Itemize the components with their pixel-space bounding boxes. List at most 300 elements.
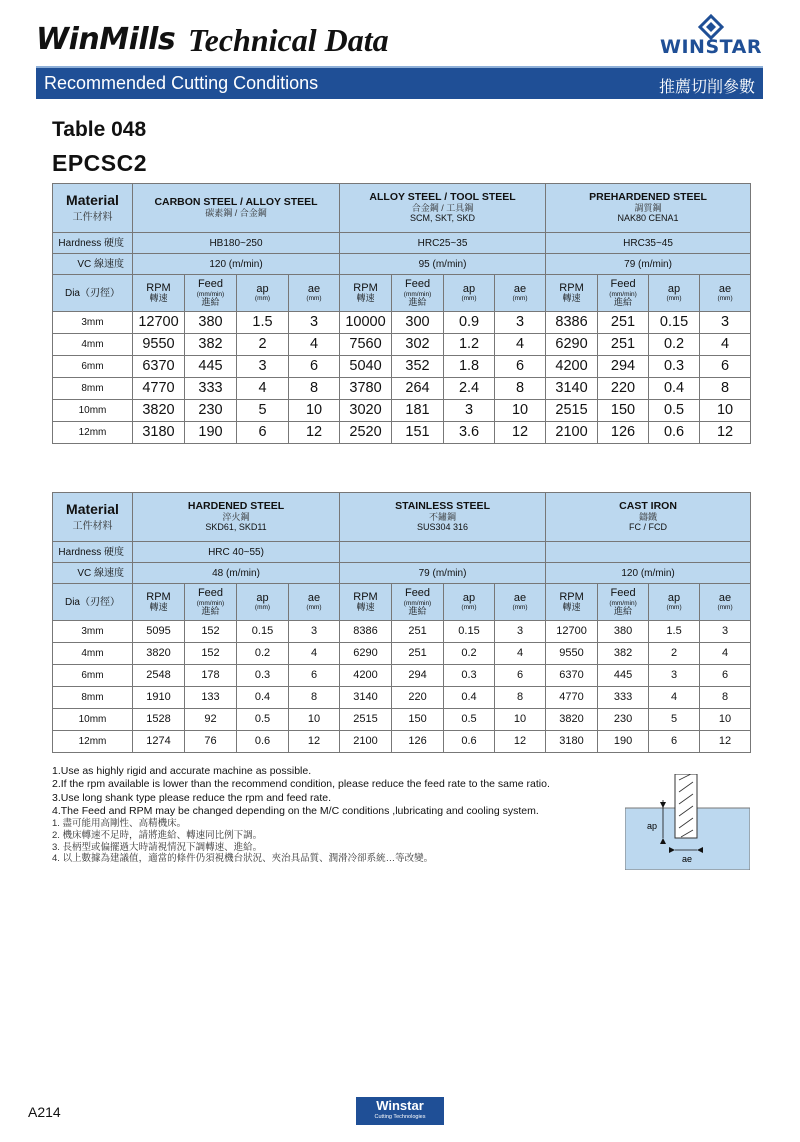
value-cell: 9550 (133, 334, 185, 356)
material-group-cell (340, 493, 546, 542)
value-cell: 3 (649, 665, 700, 687)
material-group-grades: SCM, SKT, SKD (410, 212, 476, 223)
value-cell: 4 (700, 643, 751, 665)
ae-label: ae (718, 592, 732, 605)
feed-label-zh: 進給 (408, 605, 427, 616)
column-header-row (53, 584, 751, 621)
value-cell: 2100 (546, 422, 598, 444)
feed-unit: (mm/min) (196, 599, 225, 607)
value-cell: 12 (495, 422, 546, 444)
value-cell: 2515 (546, 400, 598, 422)
feed-header (185, 584, 237, 621)
value-cell: 4 (495, 643, 546, 665)
value-cell: 251 (392, 643, 444, 665)
table-row (53, 665, 751, 687)
value-cell: 352 (392, 356, 444, 378)
value-cell: 3820 (133, 643, 185, 665)
value-cell: 0.2 (649, 334, 700, 356)
value-cell: 3 (495, 621, 546, 643)
value-cell: 8 (495, 687, 546, 709)
value-cell: 1274 (133, 731, 185, 753)
value-cell: 6 (649, 731, 700, 753)
ae-unit: (mm) (717, 604, 733, 612)
feed-unit: (mm/min) (609, 290, 637, 298)
dia-cell: 3mm (53, 312, 133, 334)
feed-unit: (mm/min) (196, 290, 225, 298)
table-row (53, 731, 751, 753)
feed-label-zh: 進給 (614, 605, 633, 616)
rpm-label-zh: 轉速 (562, 602, 581, 613)
value-cell: 151 (392, 422, 444, 444)
section-banner (36, 66, 763, 99)
value-cell: 6370 (546, 665, 598, 687)
rpm-header (133, 584, 185, 621)
note-line: 3. 長柄型或偏擺過大時請視情況下調轉速、進給。 (52, 841, 263, 853)
value-cell: 3820 (546, 709, 598, 731)
note-line: 2.If the rpm available is lower than the recommend condition, please reduce the feed rate to the same ratio. (52, 778, 550, 791)
material-group-zh: 淬火鋼 (222, 511, 250, 522)
material-header-cell (53, 184, 133, 233)
value-cell: 12 (495, 731, 546, 753)
feed-header (392, 584, 444, 621)
value-cell: 3 (700, 621, 751, 643)
value-cell: 6290 (340, 643, 392, 665)
value-cell: 4770 (546, 687, 598, 709)
value-cell: 8 (289, 687, 340, 709)
table-row (53, 709, 751, 731)
feed-label: Feed (404, 587, 431, 600)
value-cell: 2 (237, 334, 289, 356)
dia-cell: 4mm (53, 334, 133, 356)
value-cell: 0.6 (649, 422, 700, 444)
rpm-label-zh: 轉速 (149, 293, 168, 304)
ae-unit: (mm) (512, 295, 528, 303)
ap-label: ap (462, 283, 476, 296)
value-cell: 126 (392, 731, 444, 753)
rpm-label: RPM (146, 591, 171, 603)
value-cell: 126 (598, 422, 649, 444)
hardness-value: HRC25~35 (340, 233, 546, 254)
value-cell: 6 (237, 422, 289, 444)
logo-text: WINSTAR (660, 36, 762, 58)
value-cell: 3020 (340, 400, 392, 422)
value-cell: 2 (649, 643, 700, 665)
rpm-header (340, 275, 392, 312)
dia-cell: 8mm (53, 687, 133, 709)
material-header-cell (53, 493, 133, 542)
material-group-grades: SKD61, SKD11 (205, 521, 267, 532)
notes-chinese (52, 818, 433, 865)
value-cell: 3 (444, 400, 495, 422)
note-line: 4.The Feed and RPM may be changed depending on the M/C conditions ,lubricating and cooling system. (52, 804, 539, 817)
value-cell: 8 (700, 687, 751, 709)
value-cell: 333 (185, 378, 237, 400)
value-cell: 382 (598, 643, 649, 665)
ae-header (700, 584, 751, 621)
value-cell: 220 (392, 687, 444, 709)
ae-label: ae (307, 283, 321, 296)
vc-value: 48 (m/min) (133, 563, 340, 584)
rpm-label: RPM (353, 282, 378, 294)
dia-cell: 10mm (53, 400, 133, 422)
ap-header (649, 275, 700, 312)
table-row (53, 621, 751, 643)
material-label-zh: 工件材料 (72, 520, 113, 532)
feed-label-zh: 進給 (408, 296, 427, 307)
rpm-label-zh: 轉速 (356, 293, 375, 304)
vc-label: VC 線速度 (53, 254, 133, 275)
hardness-value: HRC35~45 (546, 233, 751, 254)
value-cell: 1.5 (649, 621, 700, 643)
note-line: 1. 盡可能用高剛性、高精機床。 (52, 818, 187, 829)
value-cell: 8386 (340, 621, 392, 643)
ae-unit: (mm) (306, 295, 322, 303)
rpm-label: RPM (559, 282, 584, 294)
value-cell: 8 (495, 378, 546, 400)
value-cell: 5 (237, 400, 289, 422)
value-cell: 294 (598, 356, 649, 378)
material-group-name: STAINLESS STEEL (395, 500, 490, 513)
value-cell: 4200 (546, 356, 598, 378)
ap-unit: (mm) (666, 295, 682, 303)
value-cell: 4 (495, 334, 546, 356)
table-row (53, 334, 751, 356)
hardness-value: HB180~250 (133, 233, 340, 254)
value-cell: 8 (700, 378, 751, 400)
value-cell: 5040 (340, 356, 392, 378)
feed-unit: (mm/min) (403, 599, 432, 607)
hardness-row (53, 542, 751, 563)
rpm-label-zh: 轉速 (356, 602, 375, 613)
ap-ae-diagram (625, 774, 750, 870)
material-group-zh: 調質鋼 (634, 202, 662, 213)
value-cell: 12700 (546, 621, 598, 643)
rpm-label: RPM (353, 591, 378, 603)
value-cell: 12 (289, 731, 340, 753)
value-cell: 12700 (133, 312, 185, 334)
ae-unit: (mm) (306, 604, 322, 612)
dia-cell: 4mm (53, 643, 133, 665)
value-cell: 178 (185, 665, 237, 687)
footer-logo (356, 1097, 444, 1125)
value-cell: 6290 (546, 334, 598, 356)
value-cell: 0.5 (444, 709, 495, 731)
ap-header (649, 584, 700, 621)
value-cell: 10000 (340, 312, 392, 334)
value-cell: 4 (237, 378, 289, 400)
material-group-cell (133, 184, 340, 233)
feed-header (392, 275, 444, 312)
rpm-header (340, 584, 392, 621)
group-header-row (53, 184, 751, 233)
value-cell: 0.6 (237, 731, 289, 753)
rpm-label-zh: 轉速 (149, 602, 168, 613)
value-cell: 6 (289, 665, 340, 687)
ap-label: ap (667, 283, 681, 296)
value-cell: 1910 (133, 687, 185, 709)
rpm-label-zh: 轉速 (562, 293, 581, 304)
value-cell: 0.2 (237, 643, 289, 665)
ae-header (495, 584, 546, 621)
material-group-name: CAST IRON (619, 500, 677, 513)
page-number: A214 (28, 1104, 61, 1120)
value-cell: 8 (289, 378, 340, 400)
value-cell: 152 (185, 621, 237, 643)
feed-label: Feed (404, 278, 431, 291)
feed-unit: (mm/min) (609, 599, 637, 607)
ap-header (237, 275, 289, 312)
value-cell: 4 (649, 687, 700, 709)
value-cell: 3.6 (444, 422, 495, 444)
ae-header (495, 275, 546, 312)
value-cell: 333 (598, 687, 649, 709)
value-cell: 4200 (340, 665, 392, 687)
cutting-table-1 (52, 183, 751, 444)
value-cell: 12 (700, 731, 751, 753)
value-cell: 380 (598, 621, 649, 643)
value-cell: 10 (495, 400, 546, 422)
dia-cell: 3mm (53, 621, 133, 643)
endmill-shape (675, 774, 697, 838)
table-row (53, 687, 751, 709)
value-cell: 92 (185, 709, 237, 731)
value-cell: 3140 (546, 378, 598, 400)
value-cell: 76 (185, 731, 237, 753)
value-cell: 6 (700, 356, 751, 378)
value-cell: 0.4 (237, 687, 289, 709)
value-cell: 3 (289, 312, 340, 334)
ae-label: ae (513, 283, 527, 296)
hardness-row (53, 233, 751, 254)
table-row (53, 643, 751, 665)
dia-cell: 12mm (53, 731, 133, 753)
value-cell: 190 (598, 731, 649, 753)
table-label: Table 048 (52, 118, 147, 141)
rpm-label: RPM (146, 282, 171, 294)
value-cell: 3820 (133, 400, 185, 422)
ap-label: ap (256, 592, 269, 605)
value-cell: 294 (392, 665, 444, 687)
material-group-zh: 不鏽鋼 (429, 511, 457, 522)
ae-label: ae (681, 854, 693, 864)
material-group-cell (546, 184, 751, 233)
value-cell: 6 (495, 665, 546, 687)
value-cell: 0.4 (649, 378, 700, 400)
note-line: 3.Use long shank type please reduce the rpm and feed rate. (52, 791, 332, 804)
material-group-zh: 合金鋼 / 工具鋼 (411, 202, 474, 213)
ap-header (444, 584, 495, 621)
value-cell: 0.4 (444, 687, 495, 709)
hardness-value: HRC 40~55) (133, 542, 340, 563)
value-cell: 264 (392, 378, 444, 400)
value-cell: 230 (598, 709, 649, 731)
feed-label-zh: 進給 (201, 296, 220, 307)
ap-unit: (mm) (666, 604, 682, 612)
value-cell: 300 (392, 312, 444, 334)
value-cell: 150 (392, 709, 444, 731)
feed-header (598, 275, 649, 312)
value-cell: 0.5 (649, 400, 700, 422)
value-cell: 3180 (546, 731, 598, 753)
footer-logo-text: Winstar (376, 1098, 424, 1113)
material-group-zh: 碳素鋼 / 合金鋼 (205, 207, 267, 218)
vc-value: 79 (m/min) (340, 563, 546, 584)
value-cell: 4 (289, 334, 340, 356)
material-group-cell (133, 493, 340, 542)
banner-title-zh: 推薦切削參數 (658, 79, 755, 96)
dia-cell: 6mm (53, 356, 133, 378)
value-cell: 3 (700, 312, 751, 334)
feed-header (598, 584, 649, 621)
winstar-logo (656, 14, 766, 60)
hardness-value (340, 542, 546, 563)
value-cell: 0.3 (237, 665, 289, 687)
value-cell: 8386 (546, 312, 598, 334)
value-cell: 10 (495, 709, 546, 731)
value-cell: 4770 (133, 378, 185, 400)
hardness-label: Hardness 硬度 (53, 233, 133, 254)
material-label-zh: 工件材料 (72, 211, 113, 223)
value-cell: 3780 (340, 378, 392, 400)
value-cell: 6370 (133, 356, 185, 378)
ap-label: ap (646, 821, 657, 831)
value-cell: 6 (495, 356, 546, 378)
rpm-header (546, 275, 598, 312)
value-cell: 2.4 (444, 378, 495, 400)
value-cell: 445 (598, 665, 649, 687)
ae-header (289, 584, 340, 621)
cutting-table-2 (52, 492, 751, 753)
feed-label: Feed (610, 278, 636, 291)
rpm-header (546, 584, 598, 621)
material-group-cell (546, 493, 751, 542)
value-cell: 5 (649, 709, 700, 731)
value-cell: 4 (289, 643, 340, 665)
note-line: 1.Use as highly rigid and accurate machine as possible. (52, 765, 312, 777)
value-cell: 2100 (340, 731, 392, 753)
vc-value: 120 (m/min) (133, 254, 340, 275)
vc-row (53, 563, 751, 584)
value-cell: 3140 (340, 687, 392, 709)
value-cell: 3 (495, 312, 546, 334)
feed-label-zh: 進給 (201, 605, 220, 616)
value-cell: 0.15 (444, 621, 495, 643)
feed-unit: (mm/min) (403, 290, 432, 298)
material-group-cell (340, 184, 546, 233)
value-cell: 1.5 (237, 312, 289, 334)
value-cell: 3 (289, 621, 340, 643)
value-cell: 6 (700, 665, 751, 687)
value-cell: 7560 (340, 334, 392, 356)
value-cell: 382 (185, 334, 237, 356)
model-name: EPCSC2 (52, 150, 148, 176)
value-cell: 251 (598, 312, 649, 334)
material-label: Material (66, 501, 119, 518)
value-cell: 10 (289, 709, 340, 731)
value-cell: 251 (598, 334, 649, 356)
table-row (53, 356, 751, 378)
ae-header (700, 275, 751, 312)
value-cell: 150 (598, 400, 649, 422)
value-cell: 4 (700, 334, 751, 356)
vc-row (53, 254, 751, 275)
value-cell: 230 (185, 400, 237, 422)
rpm-label: RPM (559, 591, 584, 603)
feed-label: Feed (197, 278, 224, 291)
value-cell: 181 (392, 400, 444, 422)
value-cell: 0.15 (649, 312, 700, 334)
ap-label: ap (256, 283, 269, 296)
value-cell: 220 (598, 378, 649, 400)
material-group-grades: FC / FCD (629, 521, 668, 532)
value-cell: 152 (185, 643, 237, 665)
value-cell: 0.5 (237, 709, 289, 731)
table-row (53, 312, 751, 334)
value-cell: 0.15 (237, 621, 289, 643)
notes-english (52, 765, 550, 818)
material-group-name: ALLOY STEEL / TOOL STEEL (369, 191, 516, 204)
ap-unit: (mm) (254, 295, 271, 303)
ae-header (289, 275, 340, 312)
ae-label: ae (307, 592, 321, 605)
value-cell: 0.2 (444, 643, 495, 665)
value-cell: 9550 (546, 643, 598, 665)
ap-unit: (mm) (461, 295, 477, 303)
material-label: Material (66, 192, 119, 209)
value-cell: 1528 (133, 709, 185, 731)
footer-logo-sub: Cutting Technologies (374, 1114, 426, 1120)
vc-value: 79 (m/min) (546, 254, 751, 275)
material-group-name: PREHARDENED STEEL (589, 191, 707, 204)
value-cell: 3 (237, 356, 289, 378)
material-group-name: HARDENED STEEL (187, 500, 285, 513)
value-cell: 12 (289, 422, 340, 444)
vc-value: 120 (m/min) (546, 563, 751, 584)
value-cell: 10 (289, 400, 340, 422)
value-cell: 5095 (133, 621, 185, 643)
value-cell: 3180 (133, 422, 185, 444)
hardness-label: Hardness 硬度 (53, 542, 133, 563)
rpm-header (133, 275, 185, 312)
value-cell: 1.2 (444, 334, 495, 356)
value-cell: 0.9 (444, 312, 495, 334)
value-cell: 190 (185, 422, 237, 444)
value-cell: 0.6 (444, 731, 495, 753)
group-header-row (53, 493, 751, 542)
value-cell: 12 (700, 422, 751, 444)
dia-label: Dia（刃徑） (53, 584, 133, 621)
dia-label: Dia（刃徑） (53, 275, 133, 312)
value-cell: 2520 (340, 422, 392, 444)
table-row (53, 400, 751, 422)
dia-cell: 10mm (53, 709, 133, 731)
value-cell: 380 (185, 312, 237, 334)
value-cell: 445 (185, 356, 237, 378)
vc-value: 95 (m/min) (340, 254, 546, 275)
ap-header (444, 275, 495, 312)
material-group-grades: NAK80 CENA1 (617, 212, 679, 223)
ap-label: ap (667, 592, 681, 605)
ap-label: ap (462, 592, 476, 605)
column-header-row (53, 275, 751, 312)
value-cell: 10 (700, 709, 751, 731)
vc-label: VC 線速度 (53, 563, 133, 584)
page-heading: Technical Data (188, 22, 389, 58)
value-cell: 251 (392, 621, 444, 643)
note-line: 4. 以上數據為建議值，適當的條件仍須視機台狀況、夾治具品質、潤滑冷卻系統…等改變。 (52, 853, 434, 865)
brand-wordmark: WinMills (36, 22, 176, 57)
ae-label: ae (513, 592, 527, 605)
